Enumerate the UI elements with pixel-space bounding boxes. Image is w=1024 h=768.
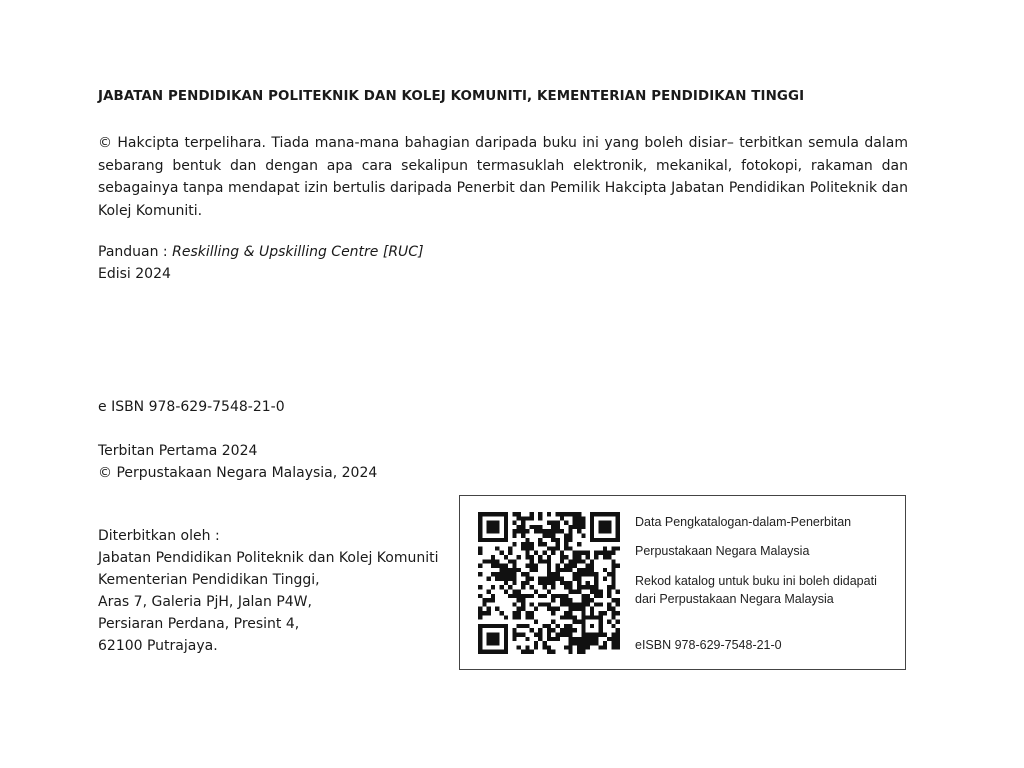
publisher-address-2: Persiaran Perdana, Presint 4, <box>98 616 300 632</box>
qr-code-icon[interactable] <box>478 512 620 654</box>
first-print-block <box>98 440 377 484</box>
guide-block <box>98 241 424 285</box>
cip-record-line-1: Rekod katalog untuk buku ini boleh didapati <box>635 574 877 588</box>
cip-library: Perpustakaan Negara Malaysia <box>635 544 810 558</box>
publisher-name: Jabatan Pendidikan Politeknik dan Kolej Komuniti <box>98 550 439 566</box>
guide-line <box>98 241 424 263</box>
guide-value: Reskilling & Upskilling Centre [RUC] <box>172 244 424 260</box>
cip-title: Data Pengkatalogan-dalam-Penerbitan <box>635 515 852 529</box>
publisher-ministry: Kementerian Pendidikan Tinggi, <box>98 572 320 588</box>
edition-line: Edisi 2024 <box>98 266 171 282</box>
cip-eisbn: eISBN 978-629-7548-21-0 <box>635 638 782 652</box>
publisher-address-3: 62100 Putrajaya. <box>98 638 218 654</box>
page-heading: JABATAN PENDIDIKAN POLITEKNIK DAN KOLEJ KOMUNITI, KEMENTERIAN PENDIDIKAN TINGGI <box>98 89 805 104</box>
cip-box <box>459 495 906 670</box>
copyright-notice: © Hakcipta terpelihara. Tiada mana-mana bahagian daripada buku ini yang boleh disiar– terbitkan semula dalam sebarang bentuk dan dengan apa cara sekalipun termasuklah elektronik, mekanikal, fotokopi, rakaman dan sebagainya tanpa mendapat izin bertulis daripada Penerbit dan Pemilik Hakcipta Jabatan Pendidikan Politeknik dan Kolej Komuniti. <box>98 135 908 219</box>
cip-record-line-2: dari Perpustakaan Negara Malaysia <box>635 592 834 606</box>
guide-label: Panduan : <box>98 244 173 260</box>
isbn-line: e ISBN 978-629-7548-21-0 <box>98 399 285 415</box>
publisher-address-1: Aras 7, Galeria PjH, Jalan P4W, <box>98 594 312 610</box>
first-print-year: Terbitan Pertama 2024 <box>98 443 258 459</box>
publisher-label: Diterbitkan oleh : <box>98 528 220 544</box>
publisher-block <box>98 525 439 657</box>
national-library-copyright: © Perpustakaan Negara Malaysia, 2024 <box>98 465 378 481</box>
